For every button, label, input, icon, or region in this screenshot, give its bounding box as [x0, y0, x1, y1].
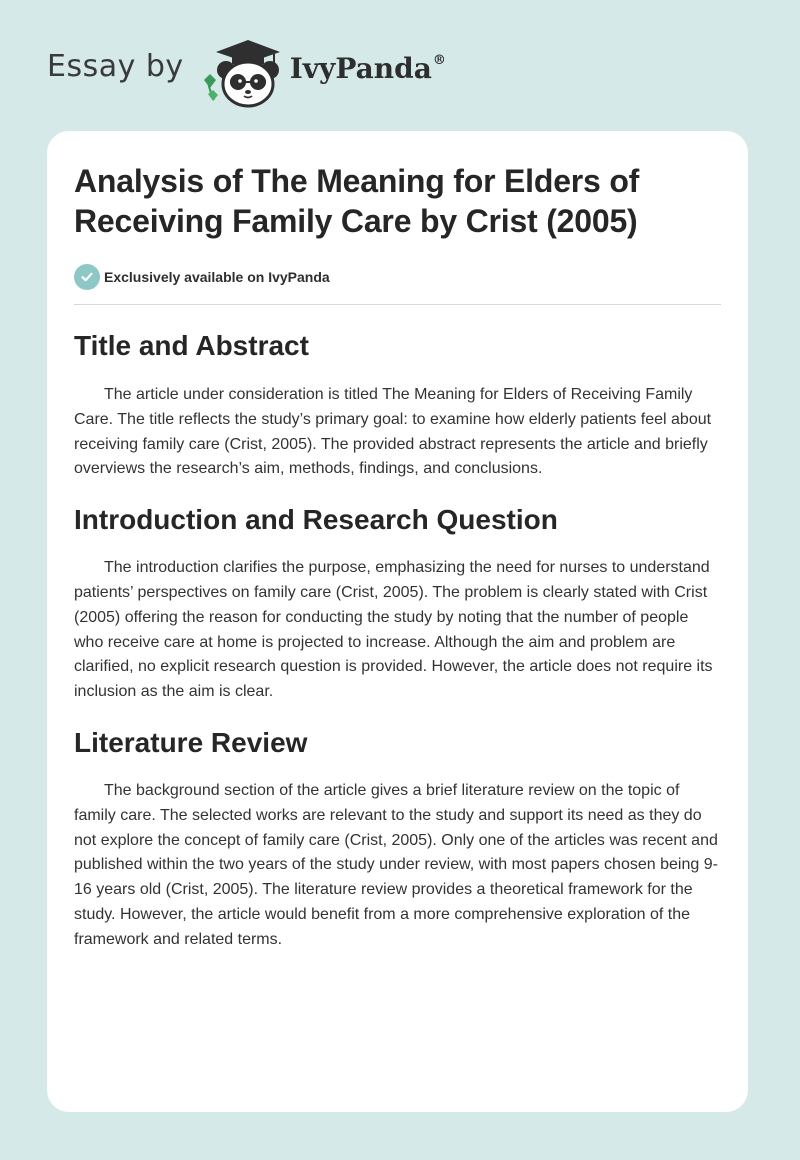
brand-prefix: Essay by: [47, 48, 184, 84]
section-literature-review: [74, 726, 721, 953]
panda-graduate-icon: [196, 30, 288, 110]
title-divider: [74, 304, 721, 305]
exclusive-text: Exclusively available on IvyPanda: [104, 269, 330, 285]
exclusive-badge: [74, 263, 721, 291]
section-body: The introduction clarifies the purpose, emphasizing the need for nurses to understand patients’ perspectives on family care (Crist, 2005). The problem is clearly stated with Crist (2005) offering the reason for conducting the study by noting that the number of people who receive care at home is projected to increase. Although the aim and problem are clarified, no explicit research question is provided. However, the article does not require its inclusion as the aim is clear.: [74, 559, 713, 701]
section-body: The article under consideration is titled The Meaning for Elders of Receiving Family Care. The title reflects the study’s primary goal: to examine how elderly patients feel about receiving family care (Crist, 2005). The provided abstract represents the article and briefly overviews the research’s aim, methods, findings, and conclusions.: [74, 386, 712, 478]
brand-name: [290, 52, 446, 85]
check-circle-icon: [74, 264, 100, 290]
section-heading: Introduction and Research Question: [74, 504, 558, 536]
section-heading: Literature Review: [74, 726, 308, 758]
section-body: The background section of the article gives a brief literature review on the topic of family care. The selected works are relevant to the study and support its need as they do not explore the concept of family care (Crist, 2005). Only one of the articles was recent and published within the two years of the study under review, with most papers chosen being 9-16 years old (Crist, 2005). The literature review provides a theoretical framework for the study. However, the article would benefit from a more comprehensive exploration of the framework and related terms.: [74, 781, 718, 948]
brand-name-text: IvyPanda: [289, 51, 432, 85]
essay-title: Analysis of The Meaning for Elders of Receiving Family Care by Crist (2005): [74, 163, 640, 239]
section-introduction: [74, 503, 721, 705]
registered-mark: ®: [432, 52, 446, 68]
section-heading: Title and Abstract: [74, 330, 309, 361]
section-title-abstract: [74, 329, 721, 482]
brand-header[interactable]: [47, 30, 446, 110]
essay-card: [47, 131, 748, 1112]
